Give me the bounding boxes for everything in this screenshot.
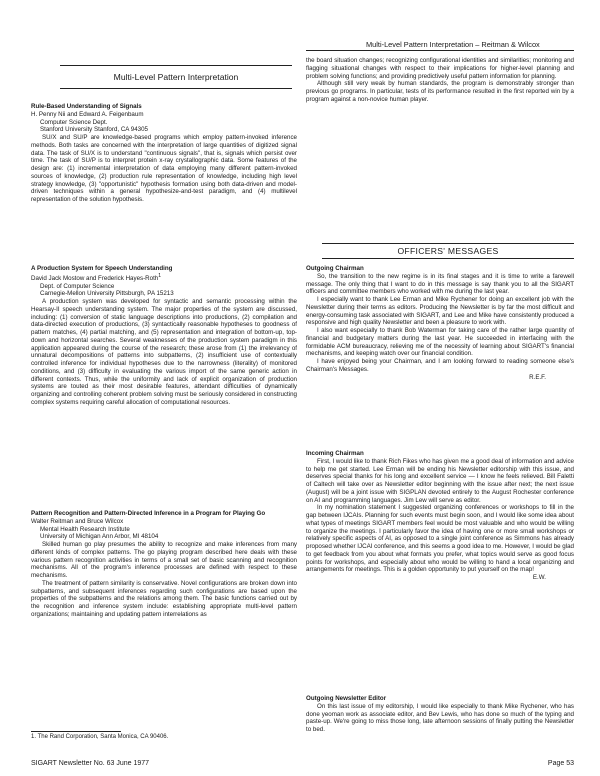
abstract-affiliation: Stanford University Stanford, CA 94305 [40,126,148,134]
abstract-body: The treatment of pattern similarity is conservative. Novel configurations are broken down into subpatterns, and subsequent inferences regarding such configurations are based upon the properties of the subpatterns and the relations among them. The basic functions carried out by the recognition and inference system include: establishing appropriate multi-level pattern organizations; maintaining and updating pattern interrelations as [31,579,297,618]
abstract-affiliation: Dept. of Computer Science [40,282,115,290]
abstract-body: Skilled human go play presumes the ability to recognize and make inferences from many different kinds of complex patterns. The go playing program described here deals with these various pattern recognition activities in terms of a small set of basic scanning and recognition mechanisms. All of the program's inference processes are defined with respect to these mechanisms. [31,541,297,579]
footer-publication: SIGART Newsletter No. 63 June 1977 [31,760,150,767]
section-heading: Outgoing Chairman [306,265,364,272]
paragraph: I have enjoyed being your Chairman, and I am looking forward to reading someone else's Chairman's Messages. [306,358,574,373]
abstract-go [31,510,297,619]
header-rule [306,50,574,51]
footnote-rule [31,731,121,732]
footnote: 1. The Rand Corporation, Santa Monica, CA 90406. [31,734,169,740]
abstract-body: A production system was developed for syntactic and semantic processing within the Hearsay-II speech understanding system. The major properties of the system are discussed, including: (1) conversion of static language descriptions into productions, (2) compilation and data-directed execution of productions, (3) syntactically reasonable hypotheses to goodness of pattern matches, (4) partial matching, and (5) representation and integration of bottom-up, top-down and horizontal searches. Several weaknesses of the production system paradigm in this application appeared during the course of the research; these arose from (1) the irrelevancy of unnatural decompositions of patterns into subpatterns, (2) insufficient use of contextually controlled inference for individual hypotheses due to the narrowness (literality) of monitored conditions, and (3) difficulty in evaluating the various import of the same generic action in different contexts. Thus, while the uniformity and lack of explicit organization of production systems are touted as their most desirable features, attendant difficulties of dynamically organizing and controlling coherent problem solving must be seriously considered in constructing complex systems requiring careful allocation of computational resources. [31,298,297,406]
abstract-title: Rule-Based Understanding of Signals [31,103,142,110]
abstract-speech [31,265,297,407]
paragraph: I especially want to thank Lee Erman and Mike Rychener for doing an excellent job with the Newsletter during their terms as editors. Producing the Newsletter is by far the most difficult and energy-consuming task associated with SIGART, and Lee and Mike have consistently produced a responsive and high quality Newsletter and been a pleasure to work with. [306,296,574,327]
officers-messages-title: OFFICERS' MESSAGES [322,243,574,259]
abstract-affiliation: Carnegie-Mellon University Pittsburgh, PA 15213 [40,290,174,298]
paragraph: On this last issue of my editorship, I would like especially to thank Mike Rychener, who has done yeoman work as associate editor, and Bev Lewis, who has done so much of the typing and paste-up. We're going to miss those long, late afternoon sessions of finally putting the Newsletter to bed. [306,702,574,733]
outgoing-editor [306,695,574,734]
paragraph: First, I would like to thank Rich Fikes who has given me a good deal of information and advice to help me get started. Lee Erman will be ending his Newsletter editorship with this issue, and deserves special thanks for his long and excellent service — I know he feels relieved. Bill Faletti of Caltech will take over as Newsletter editor beginning with the issue after next; the next issue (August) will be a joint issue with SIGPLAN devoted entirely to the August Rochester conference on AI and programming languages. Jim Lew will serve as editor. [306,457,574,504]
footer-page-number: Page 53 [547,760,574,767]
abstract-affiliation: University of Michigan Ann Arbor, MI 48104 [40,533,159,541]
paragraph: I also want especially to thank Bob Waterman for taking care of the rather large quantity of financial and budgetary matters during the last year. He succeeded in interfacing with the formidable ACM bureaucracy, relieving me of the necessity of learning about SIGART's financial mechanisms, and keeping watch over our financial condition. [306,327,574,358]
signature: R.E.F. [529,373,546,381]
abstract-signals [31,103,297,204]
running-head: Multi-Level Pattern Interpretation – Reitman & Wilcox [366,40,540,49]
abstract-authors: Walter Reitman and Bruce Wilcox [31,517,124,525]
paragraph: In my nomination statement I suggested organizing conferences or workshops to fill in the gap between IJCAIs. Planning for such events must begin soon, and I would like some idea about what types of meetings SIGART members feel would be most valuable and who would be willing to organize the meetings. I particularly favor the idea of having one or more small workshops or relatively specific aspects of AI, as opposed to a single joint conference as Simmons has already proposed whether IJCAI conference, and this seems a good idea to me. However, I would be glad to get feedback from you about what formats you prefer, what topics would serve as good focus points for workshops, and especially about who would be willing to hand a local organizing and arrangements for meetings. This is a golden opportunity to put yourself on the map! [306,504,574,574]
incoming-chairman [306,450,574,582]
abstract-authors: H. Penny Nii and Edward A. Feigenbaum [31,110,144,118]
footnote-marker: 1 [158,272,162,279]
abstract-body: the board situation changes; recognizing configurational identities and similarities; monitoring and flagging situational changes with respect to their implications for higher-level planning and problem solving functions; and providing predictively useful pattern information for planning. [306,57,574,80]
abstract-title: A Production System for Speech Understanding [31,265,173,272]
abstract-go-continued [306,57,574,104]
abstract-affiliation: Computer Science Dept. [40,118,108,126]
abstract-body: SU/X and SU/P are knowledge-based programs which employ pattern-invoked inference methods. Both tasks are concerned with the interpretation of large quantities of digitized signal data. The task of SU/X is to understand "continuous signals", that is, signals which persist over time. The task of SU/P is to interpret protein x-ray crystallographic data. Some features of the design are: (1) incremental interpretation of data employing many different pattern-invoked sources of knowledge, (2) production rule representation of knowledge, including high level strategy knowledge, (3) "opportunistic" hypothesis formation using both data-driven and model-driven techniques within a general hypothesize-and-test paradigm, and (4) multilevel representation of the solution hypothesis. [31,134,297,203]
paragraph: So, the transition to the new regime is in its final stages and it is time to write a farewell message. The only thing that I want to do in this message is say thank you to all the SIGART officers and committee members who worked with me during the last year. [306,272,574,296]
section-heading: Incoming Chairman [306,450,364,457]
signature: E.W. [532,574,546,581]
abstract-title: Pattern Recognition and Pattern-Directed Inference in a Program for Playing Go [31,510,266,517]
abstract-body: Although still very weak by human standards, the program is demonstrably stronger than previous go programs. In particular, tests of its performance resulted in the first reported win by a program against a non-novice human player. [306,80,574,103]
outgoing-chairman [306,265,574,381]
abstract-affiliation: Mental Health Research Institute [40,525,130,533]
section-heading: Outgoing Newsletter Editor [306,695,387,702]
abstract-authors [31,273,297,283]
page-title: Multi-Level Pattern Interpretation [60,65,292,89]
abstract-authors-text: David Jack Mostow and Frederick Hayes-Roth [31,274,159,282]
